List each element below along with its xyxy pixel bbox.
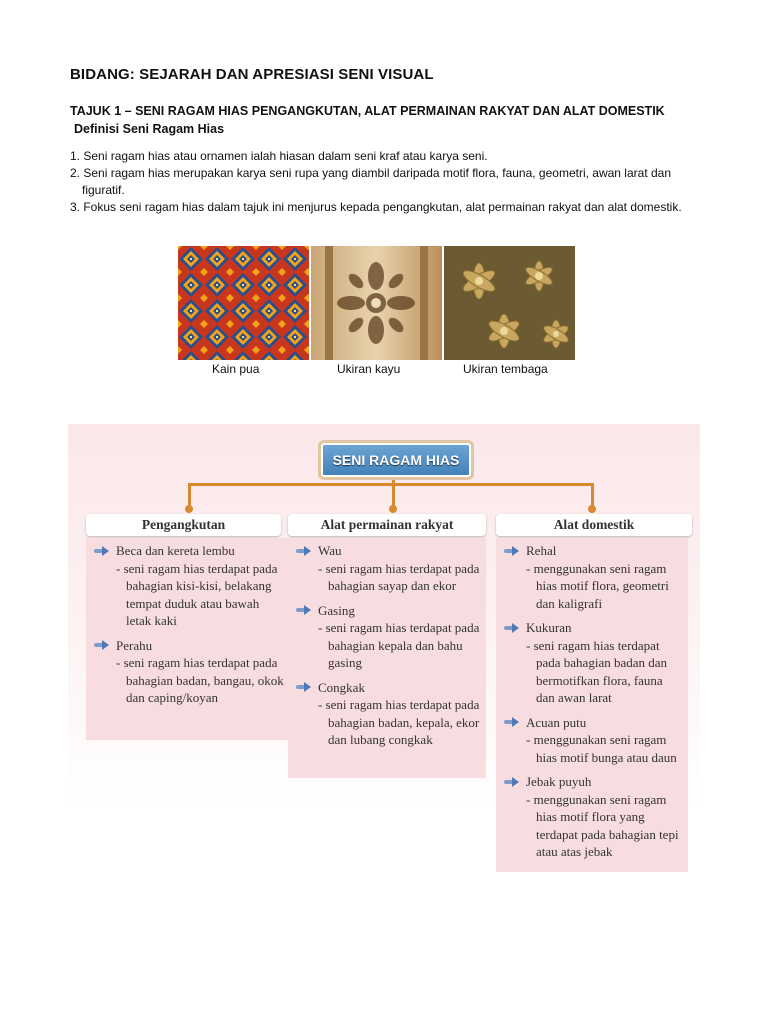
item-name: Rehal [526, 543, 557, 558]
item-description: - seni ragam hias terdapat pada bahagian kepala dan bahu gasing [318, 620, 480, 670]
column-header-alat-domestik: Alat domestik [496, 514, 692, 536]
wood-carving-image [311, 246, 442, 360]
connector-dot [588, 505, 596, 513]
item-description: - menggunakan seni ragam hias motif flora, geometri dan kaligrafi [526, 560, 669, 611]
arrow-bullet-icon [296, 605, 312, 615]
item-description: - menggunakan seni ragam hias motif bunga atau daun [526, 732, 677, 765]
arrow-bullet-icon [504, 777, 520, 787]
section-subheading: Definisi Seni Ragam Hias [74, 122, 225, 136]
item-description: - seni ragam hias terdapat pada bahagian badan dan bermotifkan flora, fauna dan awan larat [526, 637, 668, 705]
list-item [94, 637, 284, 707]
list-item [296, 542, 482, 595]
page-title: BIDANG: SEJARAH DAN APRESIASI SENI VISUAL [70, 66, 434, 83]
diagram-title: SENI RAGAM HIAS [318, 440, 474, 480]
arrow-bullet-icon [504, 623, 520, 633]
definition-list [70, 148, 710, 216]
arrow-bullet-icon [94, 640, 110, 650]
connector-dot [185, 505, 193, 513]
woven-textile-image [178, 246, 309, 360]
definition-item: 2. Seni ragam hias merupakan karya seni rupa yang diambil daripada motif flora, fauna, geometri, awan larat dan figuratif. [70, 166, 672, 197]
list-item [296, 679, 482, 749]
photo-caption: Ukiran tembaga [463, 362, 548, 376]
item-name: Congkak [318, 679, 365, 695]
item-name: Acuan putu [526, 714, 587, 730]
list-item [504, 714, 684, 767]
item-description: - seni ragam hias terdapat pada bahagian badan, bangau, okok dan caping/koyan [116, 655, 284, 705]
item-name: Wau [318, 543, 342, 558]
copper-carving-image [444, 246, 575, 360]
item-description: - menggunakan seni ragam hias motif flora yang terdapat pada bahagian tepi atau atas jebak [526, 791, 679, 859]
photo-caption: Ukiran kayu [337, 362, 401, 376]
connector-line [188, 483, 594, 486]
item-description: - seni ragam hias terdapat pada bahagian sayap dan ekor [318, 560, 480, 593]
connector-dot [389, 505, 397, 513]
item-name: Perahu [116, 637, 153, 653]
item-description: - seni ragam hias terdapat pada bahagian badan, kepala, ekor dan lubang congkak [318, 697, 480, 747]
photo-strip [178, 246, 576, 360]
arrow-bullet-icon [504, 717, 520, 727]
item-name: Jebak puyuh [526, 774, 592, 789]
item-name: Kukuran [526, 620, 572, 635]
arrow-bullet-icon [296, 546, 312, 556]
definition-item: 3. Fokus seni ragam hias dalam tajuk ini menjurus kepada pengangkutan, alat permainan rakyat dan alat domestik. [70, 200, 682, 214]
list-item [504, 542, 684, 612]
definition-item: 1. Seni ragam hias atau ornamen ialah hiasan dalam seni kraf atau karya seni. [70, 149, 488, 163]
column-alat-permainan-rakyat [288, 538, 486, 778]
arrow-bullet-icon [504, 546, 520, 556]
list-item [296, 602, 482, 672]
item-name: Gasing [318, 602, 355, 618]
column-header-alat-permainan-rakyat: Alat permainan rakyat [288, 514, 486, 536]
item-name: Beca dan kereta lembu [116, 543, 235, 558]
list-item [504, 773, 684, 861]
arrow-bullet-icon [296, 682, 312, 692]
topic-title: TAJUK 1 – SENI RAGAM HIAS PENGANGKUTAN, ALAT PERMAINAN RAKYAT DAN ALAT DOMESTIK [70, 104, 665, 118]
column-pengangkutan [86, 538, 288, 740]
list-item [94, 542, 284, 630]
item-description: - seni ragam hias terdapat pada bahagian kisi-kisi, belakang tempat duduk atau bawah letak kaki [116, 560, 278, 628]
photo-caption: Kain pua [212, 362, 260, 376]
list-item [504, 619, 684, 707]
arrow-bullet-icon [94, 546, 110, 556]
column-header-pengangkutan: Pengangkutan [86, 514, 281, 536]
column-alat-domestik [496, 538, 688, 872]
